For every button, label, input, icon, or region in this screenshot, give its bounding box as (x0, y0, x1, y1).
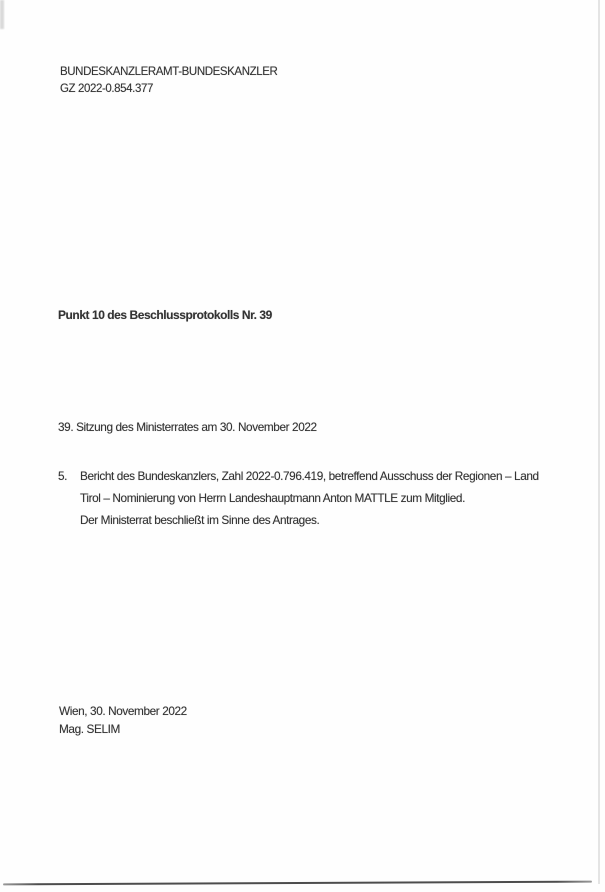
letterhead-reference-number: GZ 2022-0.854.377 (60, 82, 153, 95)
agenda-item-number: 5. (58, 469, 68, 483)
agenda-item-line (58, 487, 539, 509)
scan-bottom-edge-line (3, 881, 592, 886)
signature-place-date: Wien, 30. November 2022 (59, 704, 187, 718)
letterhead-authority: BUNDESKANZLERAMT-BUNDESKANZLER (60, 66, 278, 78)
agenda-item-line (58, 465, 539, 487)
agenda-item-5 (58, 465, 539, 531)
agenda-item-text-line-1: Bericht des Bundeskanzlers, Zahl 2022-0.796.419, betreffend Ausschuss der Regionen – Land (80, 469, 539, 483)
signature-signer: Mag. SELIM (59, 721, 120, 736)
agenda-item-indent (58, 509, 80, 531)
letterhead (60, 64, 277, 97)
protocol-heading: Punkt 10 des Beschlussprotokolls Nr. 39 (58, 308, 272, 322)
session-line: 39. Sitzung des Ministerrates am 30. November 2022 (58, 420, 317, 434)
agenda-item-text-line-2: Tirol – Nominierung von Herrn Landeshauptmann Anton MATTLE zum Mitglied. (80, 491, 465, 505)
agenda-item-indent (58, 487, 80, 509)
agenda-item-text-line-3: Der Ministerrat beschließt im Sinne des Antrages. (80, 513, 320, 527)
signature-block (59, 703, 187, 738)
agenda-item-line (58, 509, 539, 531)
scan-right-edge-line (598, 0, 600, 884)
scan-corner-artifact (0, 0, 4, 29)
